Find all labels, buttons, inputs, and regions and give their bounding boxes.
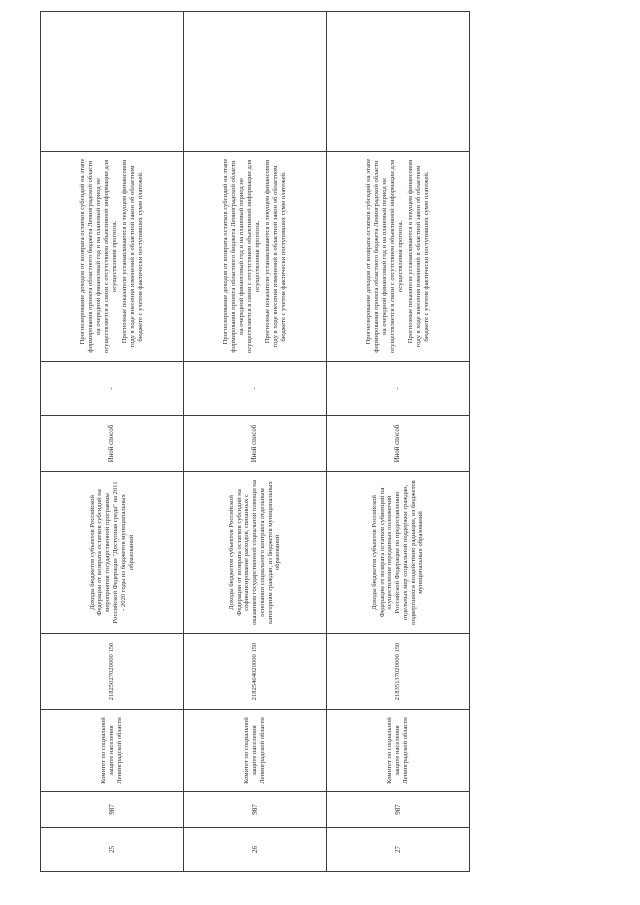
extra-cell	[41, 12, 184, 152]
forecast-note	[184, 152, 327, 362]
forecast-note-paragraph: Прогнозирование доходов от возврата остатков субсидий на этапе формирования проекта областного бюджета Ленинградской области на очередной финансовый год и на плановый период не осуществляется в связи с отсутствием объективной информации для осуществления прогноза.	[79, 158, 118, 354]
rotated-table-wrapper	[40, 12, 470, 872]
forecast-note-paragraph: Прогнозирование доходов от возврата остатков субсидий на этапе формирования проекта областного бюджета Ленинградской области на очередной финансовый год и на плановый период не осуществляется в связи с отсутствием объективной информации для осуществления прогноза.	[222, 158, 261, 354]
forecast-note-paragraph: Прогнозные показатели устанавливаются в текущем финансовом году в ходе внесения изменений в областной закон об областном бюджете с учетом фактически поступивших сумм платежей.	[121, 159, 144, 348]
revenue-description: Доходы бюджетов субъектов Российской Федерации от возврата остатков субвенций на осуществление переданных полномочий Российской Федерации по предоставлению отдельных мер социальной поддержки граждан, подвергшихся воздействию радиации, из бюджетов муниципальных образований	[327, 472, 470, 634]
row-number: 25	[41, 828, 184, 872]
admin-name: Комитет по социальной защите населения Ленинградской области	[327, 710, 470, 792]
forecast-method: Иной способ	[327, 416, 470, 472]
row-number: 27	[327, 828, 470, 872]
revenue-description: Доходы бюджетов субъектов Российской Федерации от возврата остатков субсидий на софинансирование расходов, связанных с оказанием государственной социальной помощи на основании социального контракта отдельным категориям граждан, из бюджетов муниципальных образований	[184, 472, 327, 634]
extra-cell	[184, 12, 327, 152]
kbk-code: 21825027020000 150	[41, 634, 184, 710]
admin-code: 987	[41, 792, 184, 828]
formula-cell: -	[327, 362, 470, 416]
table-row	[327, 12, 470, 872]
row-number: 26	[184, 828, 327, 872]
forecast-note-paragraph: Прогнозные показатели устанавливаются в текущем финансовом году в ходе внесения изменений в областной закон об областном бюджете с учетом фактически поступивших сумм платежей.	[264, 159, 287, 348]
admin-name: Комитет по социальной защите населения Ленинградской области	[41, 710, 184, 792]
forecast-note	[41, 152, 184, 362]
forecast-note-paragraph: Прогнозирование доходов от возврата остатков субсидий на этапе формирования проекта областного бюджета Ленинградской области на очередной финансовый год и на плановый период не осуществляется в связи с отсутствием объективной информации для осуществления прогноза.	[365, 158, 404, 354]
revenue-description: Доходы бюджетов субъектов Российской Федерации от возврата остатков субсидий на мероприятия государственной программы Российской Федерации "Доступная среда" на 2011 - 2020 годы из бюджетов муниципальных образований	[41, 472, 184, 634]
forecast-method: Иной способ	[41, 416, 184, 472]
formula-cell: -	[41, 362, 184, 416]
formula-cell: -	[184, 362, 327, 416]
forecast-method: Иной способ	[184, 416, 327, 472]
admin-code: 987	[184, 792, 327, 828]
admin-code: 987	[327, 792, 470, 828]
extra-cell	[327, 12, 470, 152]
forecast-note	[327, 152, 470, 362]
forecast-note-paragraph: Прогнозные показатели устанавливаются в текущем финансовом году в ходе внесения изменений в областной закон об областном бюджете с учетом фактически поступивших сумм платежей.	[407, 159, 430, 348]
admin-name: Комитет по социальной защите населения Ленинградской области	[184, 710, 327, 792]
kbk-code: 21835137020000 150	[327, 634, 470, 710]
kbk-code: 21825404020000 150	[184, 634, 327, 710]
table-row	[184, 12, 327, 872]
revenue-forecast-table	[40, 11, 470, 872]
table-row	[41, 12, 184, 872]
